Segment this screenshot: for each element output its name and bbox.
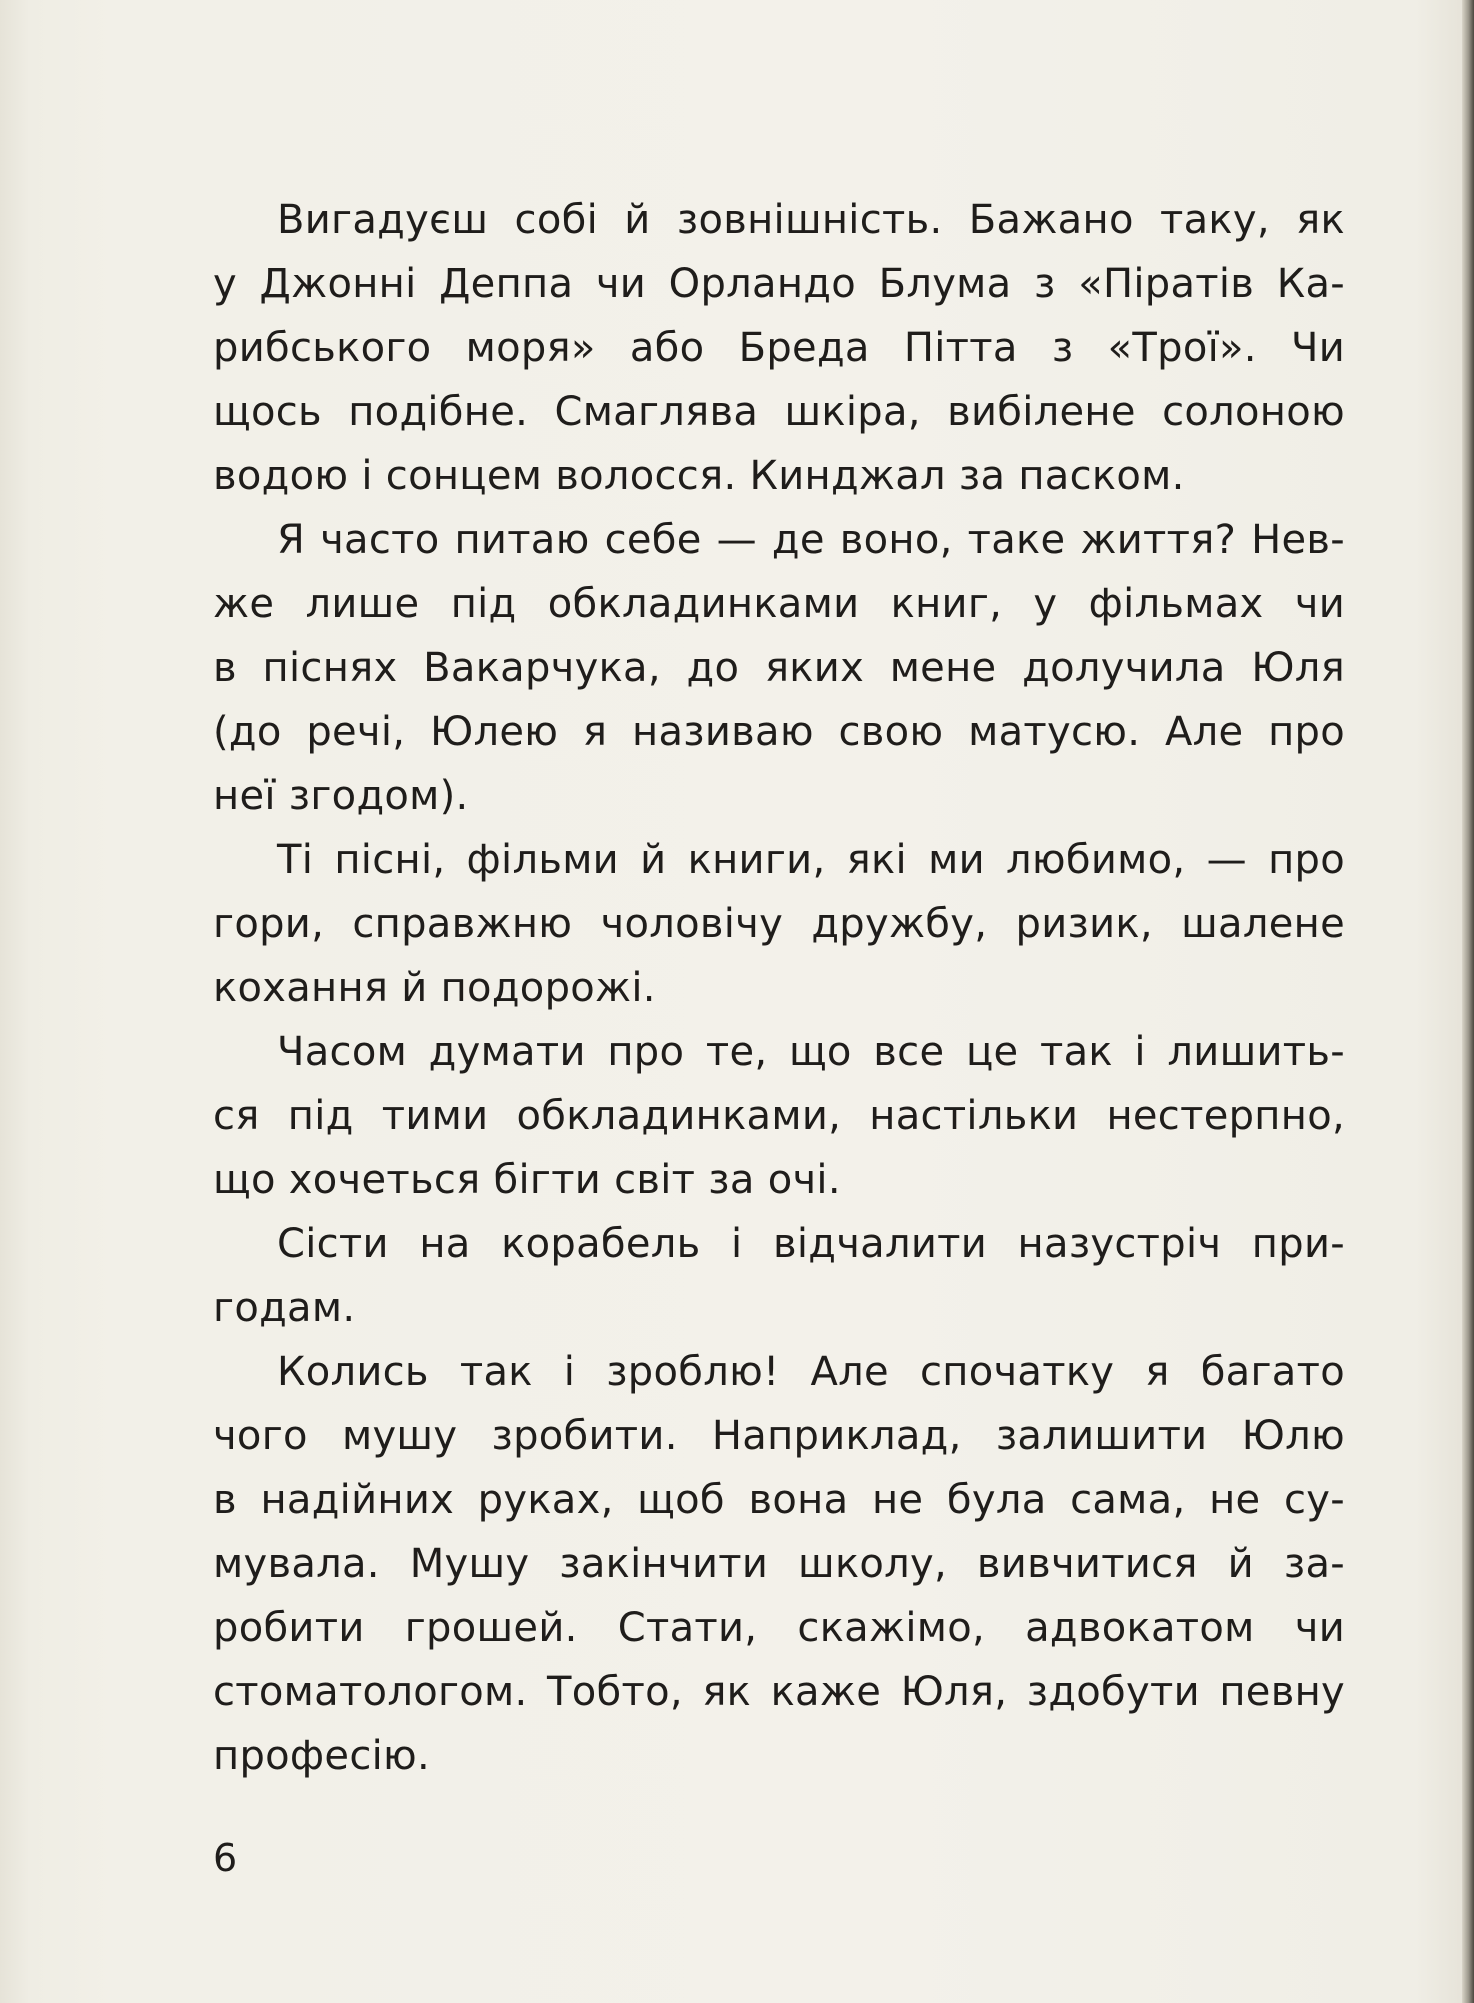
text-line: робити грошей. Стати, скажімо, адвокатом чи — [213, 1605, 1345, 1651]
page-edge-shadow — [1462, 0, 1474, 2003]
paragraph — [213, 188, 1345, 508]
body-text — [213, 188, 1345, 1788]
text-line: годам. — [213, 1285, 356, 1331]
text-line: у Джонні Деппа чи Орландо Блума з «Піратів Ка- — [213, 261, 1345, 307]
text-line: гори, справжню чоловічу дружбу, ризик, шалене — [213, 901, 1345, 947]
text-line: в надійних руках, щоб вона не була сама, не су- — [213, 1477, 1345, 1523]
text-line: Ті пісні, фільми й книги, які ми любимо, — про — [277, 837, 1345, 883]
text-line: кохання й подорожі. — [213, 965, 656, 1011]
text-line: чого мушу зробити. Наприклад, залишити Юлю — [213, 1413, 1345, 1459]
text-line: водою і сонцем волосся. Кинджал за паском. — [213, 453, 1185, 499]
text-line: в піснях Вакарчука, до яких мене долучила Юля — [213, 645, 1345, 691]
text-line: Вигадуєш собі й зовнішність. Бажано таку, як — [277, 197, 1345, 243]
text-line: (до речі, Юлею я називаю свою матусю. Але про — [213, 709, 1345, 755]
text-line: Я часто питаю себе — де воно, таке життя? Нев- — [277, 517, 1345, 563]
page-number: 6 — [213, 1836, 238, 1880]
text-line: мувала. Мушу закінчити школу, вивчитися й за- — [213, 1541, 1345, 1587]
text-line: же лише під обкладинками книг, у фільмах чи — [213, 581, 1345, 627]
paragraph — [213, 1340, 1345, 1788]
text-line: професію. — [213, 1733, 431, 1779]
text-line: Часом думати про те, що все це так і лишить- — [277, 1029, 1345, 1075]
text-line: рибського моря» або Бреда Пітта з «Трої». Чи — [213, 325, 1345, 371]
text-line: неї згодом). — [213, 773, 469, 819]
paragraph — [213, 1020, 1345, 1212]
text-line: стоматологом. Тобто, як каже Юля, здобути певну — [213, 1669, 1345, 1715]
text-line: Колись так і зроблю! Але спочатку я багато — [277, 1349, 1345, 1395]
text-line: ся під тими обкладинками, настільки нестерпно, — [213, 1093, 1345, 1139]
text-line: щось подібне. Смаглява шкіра, вибілене солоною — [213, 389, 1345, 435]
text-line: Сісти на корабель і відчалити назустріч при- — [277, 1221, 1345, 1267]
paragraph — [213, 1212, 1345, 1340]
paragraph — [213, 828, 1345, 1020]
text-line: що хочеться бігти світ за очі. — [213, 1157, 841, 1203]
paragraph — [213, 508, 1345, 828]
